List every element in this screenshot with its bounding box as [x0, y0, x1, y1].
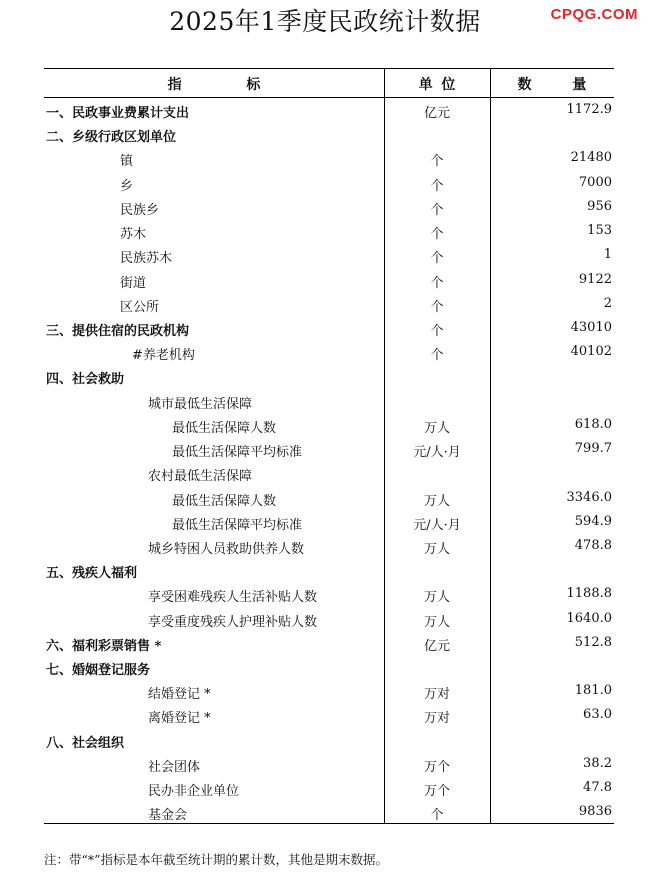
row-quantity: 40102: [570, 344, 612, 360]
row-indicator: 享受重度残疾人护理补贴人数: [148, 614, 318, 630]
statistics-table: [44, 68, 614, 825]
table-row: [44, 98, 614, 122]
table-row: [44, 752, 614, 776]
table-row: [44, 171, 614, 195]
row-unit: 个: [430, 251, 444, 267]
row-unit: 亿元: [423, 638, 450, 654]
row-unit: 万个: [423, 759, 450, 775]
row-indicator: 最低生活保障人数: [172, 493, 277, 509]
row-indicator: 八、社会组织: [46, 735, 125, 751]
row-indicator: 三、提供住宿的民政机构: [46, 323, 190, 339]
table-row: [44, 655, 614, 679]
footnote: 注：带“*”指标是本年截至统计期的累计数，其他是期末数据。: [44, 852, 389, 867]
row-indicator: 民族苏木: [120, 251, 173, 267]
row-unit: 个: [430, 178, 444, 194]
header-unit: 单 位: [418, 77, 456, 93]
row-indicator: 社会团体: [148, 759, 201, 775]
table-row: [44, 340, 614, 364]
row-indicator: 乡: [120, 178, 134, 194]
table-row: [44, 728, 614, 752]
table-row: [44, 413, 614, 437]
row-unit: 万对: [423, 687, 450, 703]
table-row: [44, 219, 614, 243]
row-quantity: 181.0: [574, 683, 612, 699]
row-indicator: 享受困难残疾人生活补贴人数: [148, 590, 318, 606]
table-row: [44, 607, 614, 631]
row-quantity: 1188.8: [566, 586, 612, 602]
row-quantity: 3346.0: [566, 489, 612, 505]
row-indicator: 街道: [120, 275, 147, 291]
table-row: [44, 364, 614, 388]
row-unit: 个: [430, 299, 444, 315]
table-body: [44, 98, 614, 825]
row-quantity: 512.8: [574, 634, 612, 650]
header-quantity: 数 量: [517, 77, 587, 93]
table-row: [44, 461, 614, 485]
row-indicator: 民族乡: [120, 202, 160, 218]
table-header: [44, 68, 614, 98]
row-quantity: 21480: [570, 150, 612, 166]
row-unit: 个: [430, 348, 444, 364]
row-quantity: 63.0: [583, 707, 612, 723]
row-indicator: 民办非企业单位: [148, 784, 240, 800]
table-row: [44, 243, 614, 267]
table-row: [44, 800, 614, 824]
row-quantity: 2: [603, 295, 612, 311]
table-row: [44, 389, 614, 413]
row-indicator: 最低生活保障平均标准: [172, 445, 303, 461]
table-row: [44, 510, 614, 534]
row-quantity: 1: [603, 247, 612, 263]
table-row: [44, 122, 614, 146]
row-quantity: 799.7: [574, 441, 612, 457]
table-row: [44, 292, 614, 316]
row-indicator: #养老机构: [132, 348, 195, 364]
row-unit: 个: [430, 227, 444, 243]
row-indicator: 离婚登记 *: [148, 711, 211, 727]
row-quantity: 38.2: [583, 755, 612, 771]
row-unit: 万人: [423, 493, 450, 509]
row-quantity: 7000: [578, 174, 612, 190]
table-row: [44, 195, 614, 219]
row-indicator: 城市最低生活保障: [148, 396, 253, 412]
table-row: [44, 146, 614, 170]
row-quantity: 9836: [578, 804, 612, 820]
table-row: [44, 679, 614, 703]
row-indicator: 二、乡级行政区划单位: [46, 130, 177, 146]
row-indicator: 苏木: [120, 227, 147, 243]
row-indicator: 最低生活保障平均标准: [172, 517, 303, 533]
row-quantity: 1172.9: [566, 102, 612, 117]
table-row: [44, 558, 614, 582]
column-divider: [490, 68, 491, 824]
row-unit: 个: [430, 275, 444, 291]
row-quantity: 43010: [570, 319, 612, 335]
row-unit: 元/人·月: [413, 517, 461, 533]
row-indicator: 四、社会救助: [46, 372, 125, 388]
row-indicator: 农村最低生活保障: [148, 469, 253, 485]
row-unit: 亿元: [423, 106, 450, 121]
row-indicator: 镇: [120, 154, 134, 170]
row-quantity: 618.0: [574, 416, 612, 432]
row-indicator: 最低生活保障人数: [172, 420, 277, 436]
table-row: [44, 486, 614, 510]
row-indicator: 区公所: [120, 299, 160, 315]
table-row: [44, 534, 614, 558]
row-unit: 万人: [423, 420, 450, 436]
row-unit: 万人: [423, 541, 450, 557]
table-row: [44, 703, 614, 727]
row-unit: 万对: [423, 711, 450, 727]
row-indicator: 基金会: [148, 808, 188, 824]
row-unit: 个: [430, 323, 444, 339]
row-indicator: 一、民政事业费累计支出: [46, 106, 190, 121]
row-quantity: 47.8: [583, 780, 612, 796]
row-quantity: 594.9: [574, 513, 612, 529]
row-quantity: 1640.0: [566, 610, 612, 626]
row-quantity: 9122: [578, 271, 612, 287]
row-unit: 个: [430, 154, 444, 170]
table-row: [44, 582, 614, 606]
row-unit: 万人: [423, 590, 450, 606]
row-indicator: 城乡特困人员救助供养人数: [148, 541, 305, 557]
row-quantity: 153: [587, 223, 612, 239]
column-divider: [384, 68, 385, 824]
table-row: [44, 631, 614, 655]
table-row: [44, 268, 614, 292]
row-indicator: 七、婚姻登记服务: [46, 663, 151, 679]
row-quantity: 956: [587, 198, 612, 214]
row-quantity: 478.8: [574, 537, 612, 553]
header-indicator: 指 标: [167, 77, 261, 93]
table-bottom-rule: [44, 823, 614, 824]
page-title: 2025年1季度民政统计数据: [169, 7, 481, 36]
watermark-logo: CPQG.COM: [550, 6, 638, 23]
table-row: [44, 776, 614, 800]
table-row: [44, 437, 614, 461]
row-unit: 个: [430, 202, 444, 218]
row-unit: 元/人·月: [413, 445, 461, 461]
row-unit: 万个: [423, 784, 450, 800]
row-unit: 万人: [423, 614, 450, 630]
row-indicator: 五、残疾人福利: [46, 566, 138, 582]
table-row: [44, 316, 614, 340]
row-indicator: 六、福利彩票销售 *: [46, 638, 162, 654]
row-indicator: 结婚登记 *: [148, 687, 211, 703]
row-unit: 个: [430, 808, 444, 824]
